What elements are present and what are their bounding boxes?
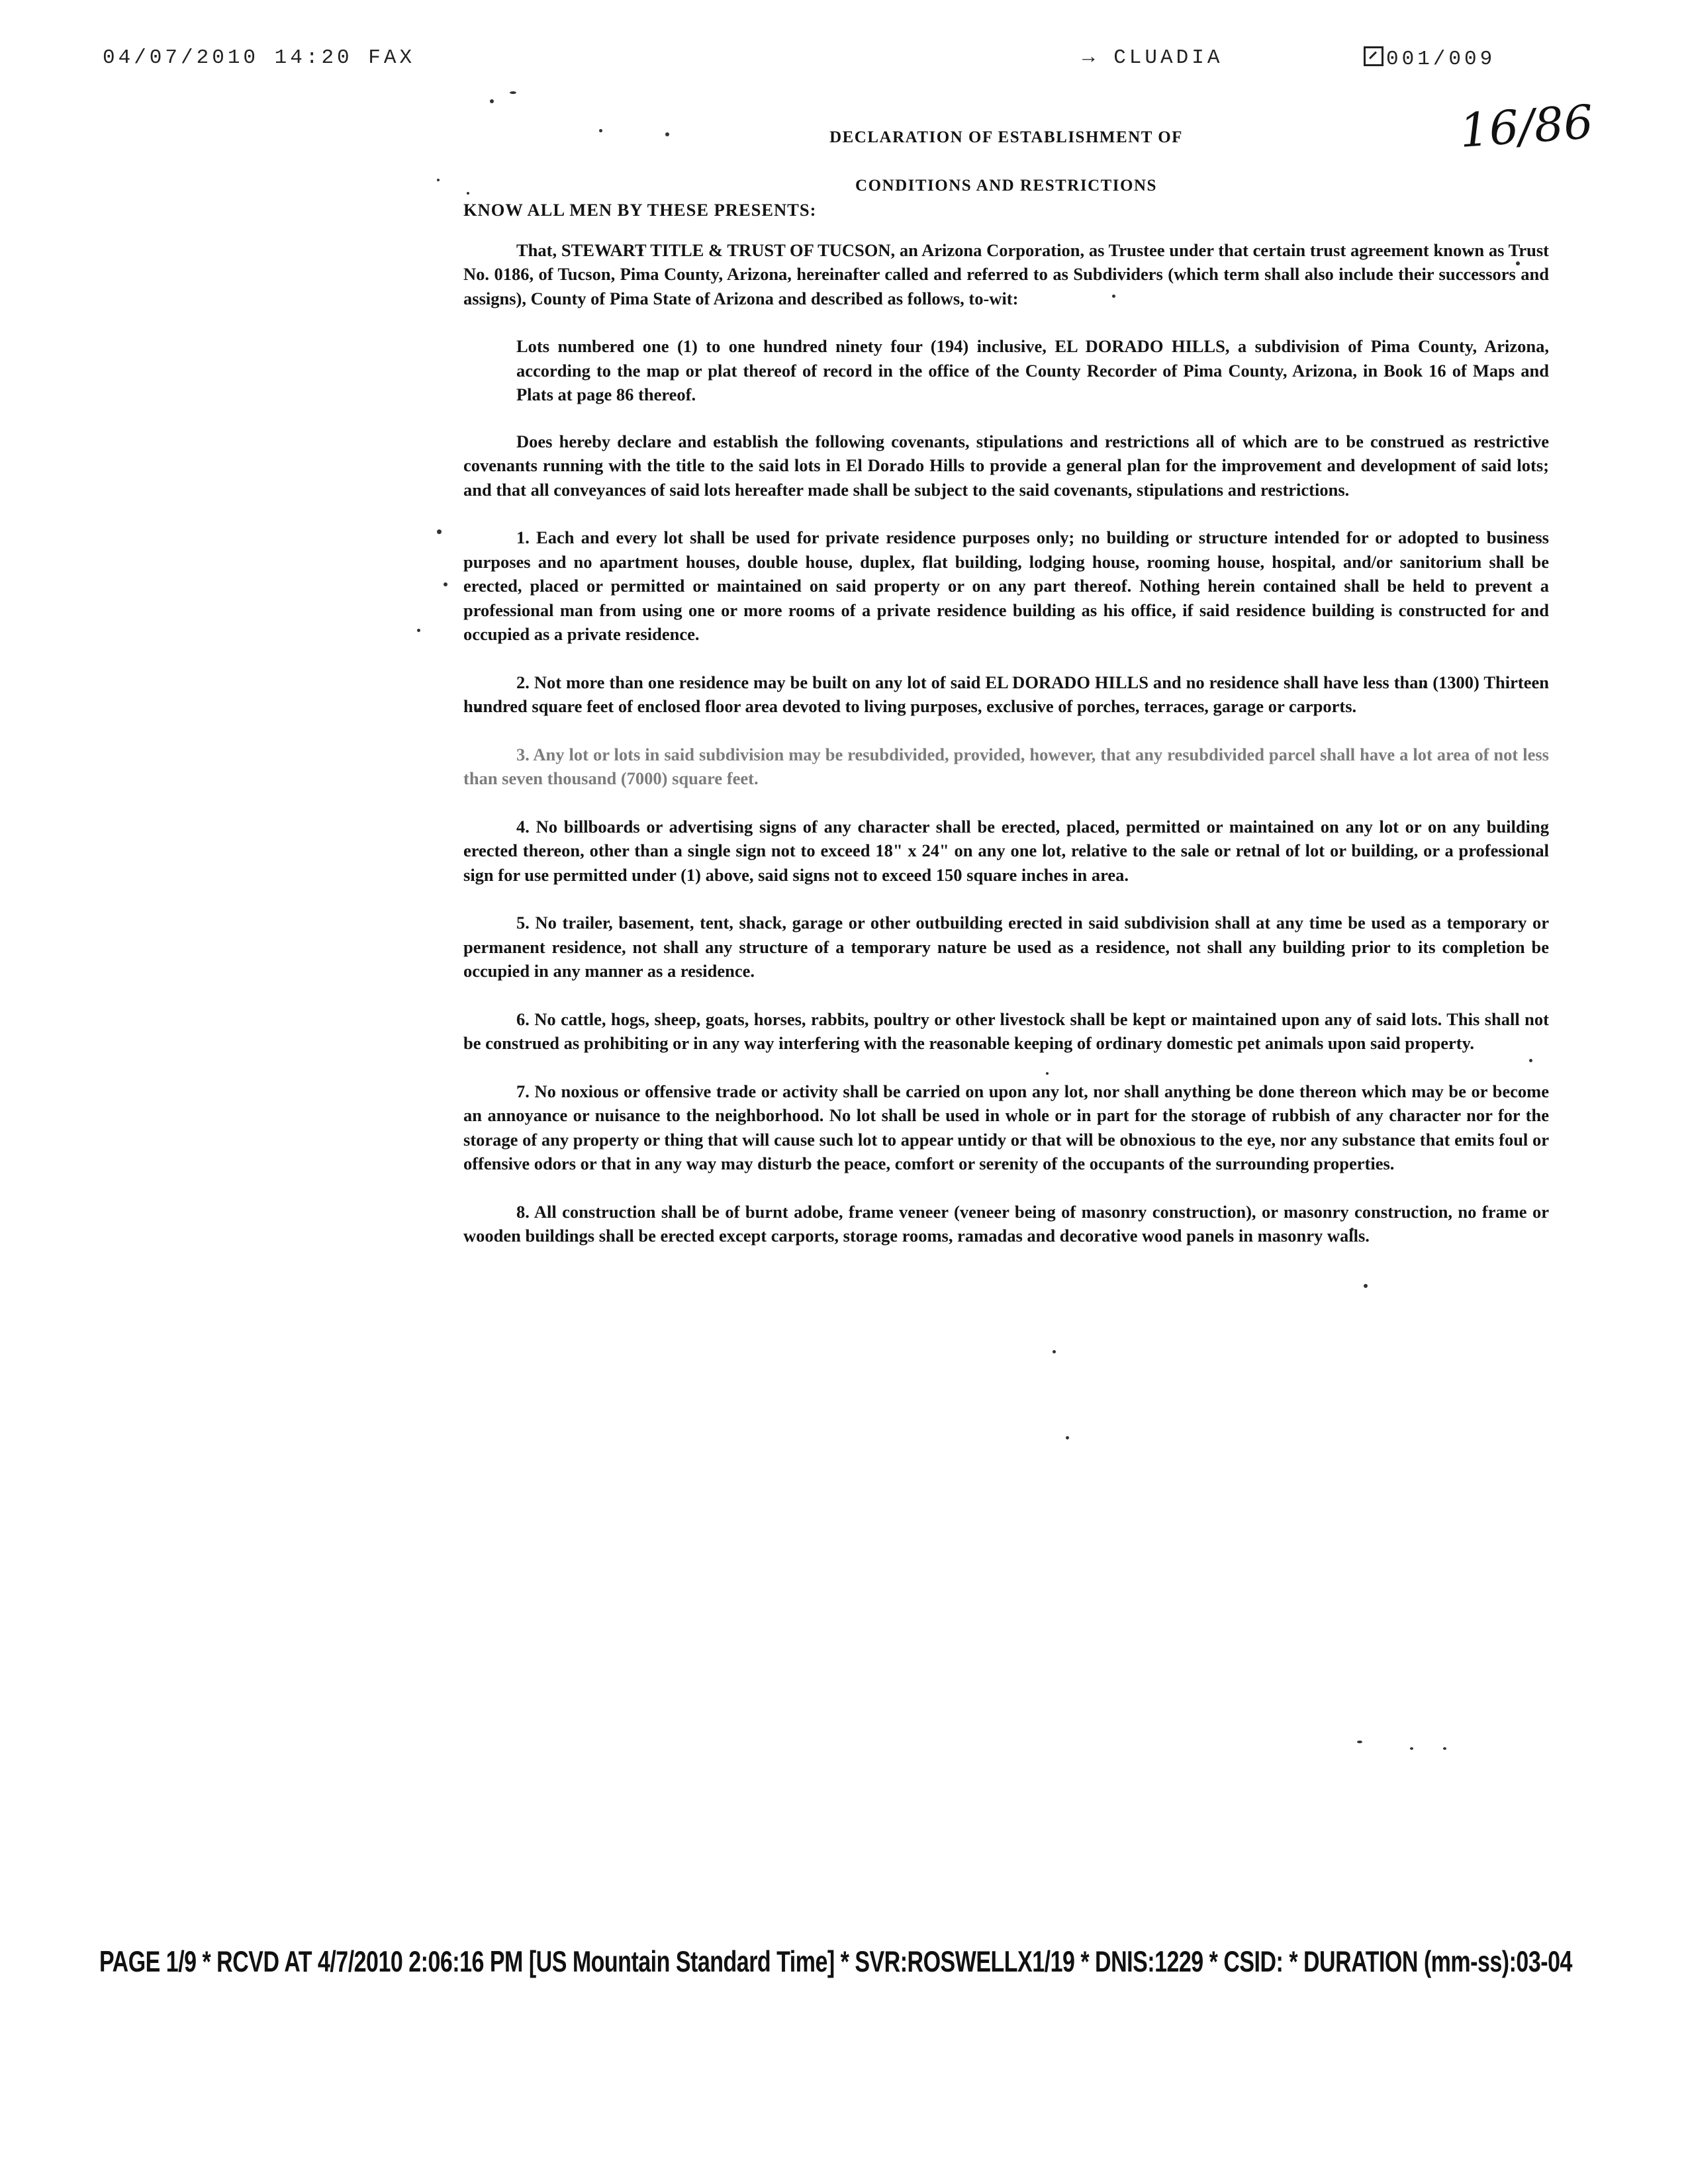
declaration-paragraph: Does hereby declare and establish the following covenants, stipulations and restrictions all of which are to be construed as restrictive covenants running with the title to the said lots in El Dorado Hills to provide a general plan for the improvement and development of said lots; and that all conveyances of said lots hereafter made shall be subject to the said covenants, stipulations and restrictions. — [463, 431, 1549, 500]
fax-recipient: → CLUADIA — [1082, 46, 1223, 69]
salutation: KNOW ALL MEN BY THESE PRESENTS: — [463, 200, 817, 220]
fax-footer: PAGE 1/9 * RCVD AT 4/7/2010 2:06:16 PM [US Mountain Standard Time] * SVR:ROSWELLX1/19 * DNIS:1229 * CSID: * DURATION (mm-ss):03-04 — [99, 1946, 1572, 1979]
declaration-document — [463, 119, 1549, 1265]
restriction-item-6: 6. No cattle, hogs, sheep, goats, horses, rabbits, poultry or other livestock shall be kept or maintained upon any of said lots. This shall not be construed as prohibiting or in any way interfering with the reasonable keeping of ordinary domestic pet animals upon said property. — [463, 1009, 1549, 1053]
restriction-item-3: 3. Any lot or lots in said subdivision may be resubdivided, provided, however, that any resubdivided parcel shall have a lot area of not less than seven thousand (7000) square feet. — [463, 744, 1549, 788]
restriction-item-8: 8. All construction shall be of burnt adobe, frame veneer (veneer being of masonry construction), or masonry construction, no frame or wooden buildings shall be erected except carports, storage rooms, ramadas and decorative wood panels in masonry walls. — [463, 1201, 1549, 1246]
fax-page-counter — [1364, 46, 1495, 71]
fax-datetime: 04/07/2010 14:20 FAX — [103, 46, 416, 69]
restriction-item-4: 4. No billboards or advertising signs of any character shall be erected, placed, permitted or maintained on any lot or on any building erected thereon, other than a single sign not to exceed 18" x 24" on any one lot, relative to the sale or retnal of lot or building, or a professional sign for use permitted under (1) above, said signs not to exceed 150 square inches in area. — [463, 816, 1549, 885]
fax-header — [0, 46, 1688, 73]
fax-page-icon — [1364, 46, 1383, 66]
restriction-item-7: 7. No noxious or offensive trade or activity shall be carried on upon any lot, nor shall anything be done thereon which may be or become an annoyance or nuisance to the neighborhood. No lot shall be used in whole or in part for the storage of rubbish of any character nor for the storage of any property or thing that will cause such lot to appear untidy or that will be obnoxious to the eye, nor any substance that emits foul or offensive odors or that in any way may disturb the peace, comfort or serenity of the occupants of the surrounding properties. — [463, 1081, 1549, 1173]
handwritten-note: 16/86 — [1458, 95, 1595, 158]
lots-description: Lots numbered one (1) to one hundred ninety four (194) inclusive, EL DORADO HILLS, a subdivision of Pima County, Arizona, according to the map or plat thereof of record in the office of the County Recorder of Pima County, Arizona, in Book 16 of Maps and Plats at page 86 thereof. — [516, 336, 1549, 404]
document-title: DECLARATION OF ESTABLISHMENT OF — [829, 128, 1183, 146]
document-subtitle: CONDITIONS AND RESTRICTIONS — [855, 176, 1157, 195]
restriction-item-5: 5. No trailer, basement, tent, shack, garage or other outbuilding erected in said subdivision shall at any time be used as a temporary or permanent residence, not shall any structure of a temporary nature be used as a residence, not shall any building prior to its completion be occupied in any manner as a residence. — [463, 913, 1549, 981]
intro-paragraph: That, STEWART TITLE & TRUST OF TUCSON, an Arizona Corporation, as Trustee under that certain trust agreement known as Trust No. 0186, of Tucson, Pima County, Arizona, hereinafter called and referred to as Subdividers (which term shall also include their successors and assigns), County of Pima State of Arizona and described as follows, to-wit: — [463, 240, 1549, 308]
restriction-item-1: 1. Each and every lot shall be used for private residence purposes only; no building or structure intended for or adopted to business purposes and no apartment houses, double house, duplex, flat building, lodging house, rooming house, hospital, and/or sanitorium shall be erected, placed or permitted or maintained on said property or on any part thereof. Nothing herein contained shall be held to prevent a professional man from using one or more rooms of a private residence building as his office, if said residence building is constructed for and occupied as a private residence. — [463, 527, 1549, 644]
restriction-item-2: 2. Not more than one residence may be built on any lot of said EL DORADO HILLS and no residence shall have less than (1300) Thirteen hundred square feet of enclosed floor area devoted to living purposes, exclusive of porches, terraces, garage or carports. — [463, 672, 1549, 716]
fax-page-counter-text: 001/009 — [1386, 48, 1496, 71]
